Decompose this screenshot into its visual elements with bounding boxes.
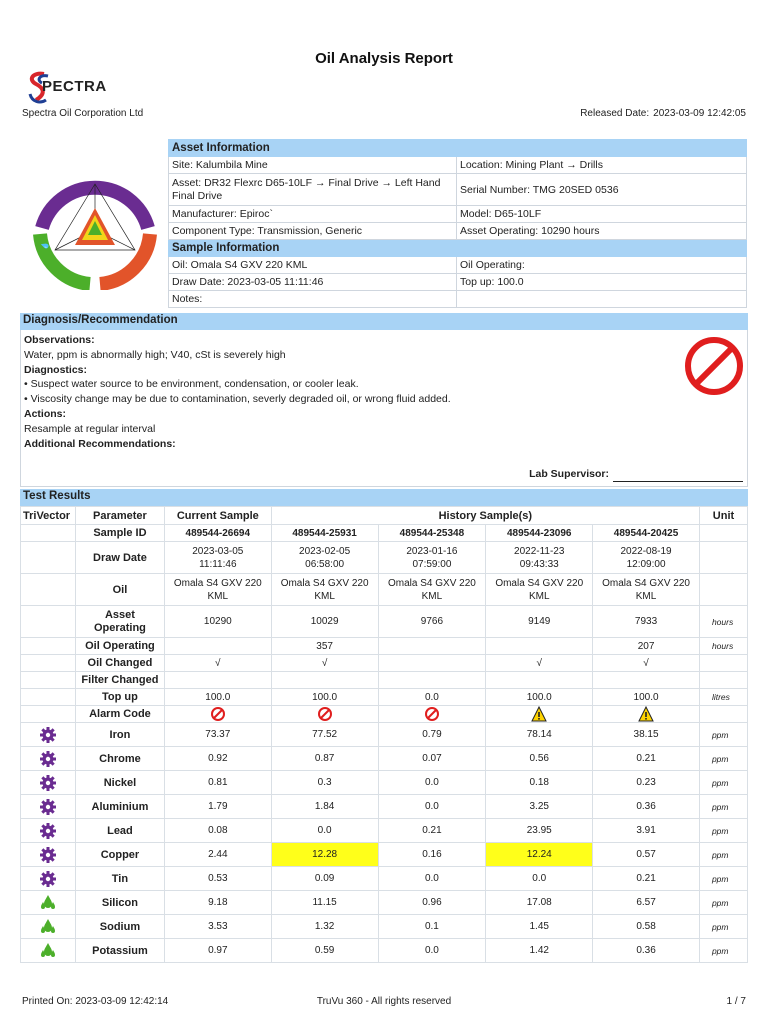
table-row: [21, 689, 748, 706]
unit-cell: ppm: [699, 939, 747, 963]
diagnostics-label: Diagnostics:: [24, 363, 88, 376]
parameter-label: Nickel: [75, 771, 164, 795]
released-date: Released Date: 2023-03-09 12:42:05: [580, 108, 746, 119]
value-cell: 7933: [593, 606, 700, 638]
unit-cell: hours: [699, 606, 747, 638]
value-cell: √: [486, 655, 593, 672]
unit-cell: [699, 525, 747, 542]
unit-cell: ppm: [699, 819, 747, 843]
value-cell: 12.24: [486, 843, 593, 867]
value-cell: 9149: [486, 606, 593, 638]
value-cell: 0.0: [378, 939, 486, 963]
table-row: [21, 574, 748, 606]
sample-top-up: Top up: 100.0: [457, 274, 747, 291]
parameter-label: Chrome: [75, 747, 164, 771]
value-cell: 100.0: [164, 689, 271, 706]
trivector-cell: [21, 723, 76, 747]
unit-cell: ppm: [699, 891, 747, 915]
wear-gear-icon: [39, 750, 57, 768]
value-cell: 1.79: [164, 795, 271, 819]
value-cell: 0.23: [593, 771, 700, 795]
trivector-cell: [21, 915, 76, 939]
value-cell: 12.28: [271, 843, 378, 867]
value-cell: 0.0: [378, 689, 486, 706]
serial-number: Serial Number: TMG 20SED 0536: [457, 174, 747, 206]
trivector-wheel: [22, 150, 168, 290]
value-cell: 0.97: [164, 939, 271, 963]
table-row: [21, 638, 748, 655]
value-cell: 2.44: [164, 843, 271, 867]
trivector-cell: [21, 655, 76, 672]
table-row: [21, 795, 748, 819]
unit-cell: ppm: [699, 795, 747, 819]
sample-oil-operating: Oil Operating:: [457, 257, 747, 274]
value-cell: 100.0: [593, 689, 700, 706]
value-cell: 0.0: [271, 819, 378, 843]
unit-cell: [699, 672, 747, 689]
report-title: Oil Analysis Report: [315, 50, 453, 67]
wear-gear-icon: [39, 846, 57, 864]
critical-alarm-icon: [683, 335, 745, 397]
parameter-label: Alarm Code: [75, 706, 164, 723]
value-cell: Omala S4 GXV 220 KML: [486, 574, 593, 606]
value-cell: 0.92: [164, 747, 271, 771]
value-cell: √: [164, 655, 271, 672]
value-cell: 77.52: [271, 723, 378, 747]
trivector-cell: [21, 606, 76, 638]
trivector-cell: [21, 843, 76, 867]
unit-cell: [699, 706, 747, 723]
parameter-label: Silicon: [75, 891, 164, 915]
wear-gear-icon: [39, 870, 57, 888]
wear-gear-icon: [39, 726, 57, 744]
value-cell: Omala S4 GXV 220 KML: [271, 574, 378, 606]
value-cell: 0.0: [378, 771, 486, 795]
parameter-label: Oil Changed: [75, 655, 164, 672]
trivector-cell: [21, 672, 76, 689]
value-cell: 73.37: [164, 723, 271, 747]
value-cell: 3.53: [164, 915, 271, 939]
table-row: [21, 542, 748, 574]
table-row: [21, 672, 748, 689]
col-history: History Sample(s): [271, 507, 699, 525]
value-cell: 0.16: [378, 843, 486, 867]
lab-supervisor: Lab Supervisor:: [529, 467, 743, 482]
value-cell: 0.36: [593, 939, 700, 963]
value-cell: 489544-25348: [378, 525, 486, 542]
parameter-label: Potassium: [75, 939, 164, 963]
observations-label: Observations:: [24, 334, 95, 346]
col-parameter: Parameter: [75, 507, 164, 525]
diagnosis-header: Diagnosis/Recommendation: [20, 313, 748, 330]
value-cell: [378, 638, 486, 655]
svg-text:💧: 💧: [41, 241, 51, 252]
parameter-label: Oil Operating: [75, 638, 164, 655]
table-row: [21, 771, 748, 795]
value-cell: 2023-03-05 11:11:46: [164, 542, 271, 574]
value-cell: 1.32: [271, 915, 378, 939]
contamination-drops-icon: [39, 918, 57, 936]
parameter-label: Top up: [75, 689, 164, 706]
table-row: [21, 939, 748, 963]
col-current: Current Sample: [164, 507, 271, 525]
col-unit: Unit: [699, 507, 747, 525]
value-cell: 0.07: [378, 747, 486, 771]
parameter-label: Aluminium: [75, 795, 164, 819]
diagnosis-panel: [20, 330, 748, 487]
value-cell: 2023-02-05 06:58:00: [271, 542, 378, 574]
value-cell: [486, 672, 593, 689]
value-cell: 489544-25931: [271, 525, 378, 542]
value-cell: 0.81: [164, 771, 271, 795]
value-cell: 0.58: [593, 915, 700, 939]
value-cell: 78.14: [486, 723, 593, 747]
sample-oil: Oil: Omala S4 GXV 220 KML: [169, 257, 457, 274]
col-trivector: TriVector: [21, 507, 76, 525]
trivector-cell: [21, 795, 76, 819]
value-cell: 17.08: [486, 891, 593, 915]
table-row: [21, 655, 748, 672]
parameter-label: Copper: [75, 843, 164, 867]
value-cell: 23.95: [486, 819, 593, 843]
value-cell: 0.1: [378, 915, 486, 939]
site: Site: Kalumbila Mine: [169, 157, 457, 174]
value-cell: 489544-20425: [593, 525, 700, 542]
critical-alarm-icon: [317, 706, 333, 722]
additional-label: Additional Recommendations:: [24, 437, 176, 450]
value-cell: 1.84: [271, 795, 378, 819]
value-cell: √: [593, 655, 700, 672]
trivector-cell: [21, 747, 76, 771]
sample-info-header: Sample Information: [169, 240, 747, 257]
value-cell: 1.45: [486, 915, 593, 939]
value-cell: 2022-11-23 09:43:33: [486, 542, 593, 574]
rights: TruVu 360 - All rights reserved: [316, 996, 452, 1007]
trivector-cell: [21, 867, 76, 891]
value-cell: 0.21: [593, 867, 700, 891]
value-cell: 3.91: [593, 819, 700, 843]
asset-operating: Asset Operating: 10290 hours: [457, 223, 747, 240]
value-cell: [593, 672, 700, 689]
value-cell: 0.21: [593, 747, 700, 771]
value-cell: 11.15: [271, 891, 378, 915]
critical-alarm-icon: [210, 706, 226, 722]
sample-draw-date: Draw Date: 2023-03-05 11:11:46: [169, 274, 457, 291]
value-cell: [486, 638, 593, 655]
value-cell: 0.0: [378, 867, 486, 891]
alarm-cell: [593, 706, 700, 723]
value-cell: 9766: [378, 606, 486, 638]
table-row: [21, 867, 748, 891]
page-number: 1 / 7: [726, 996, 746, 1007]
parameter-label: Sodium: [75, 915, 164, 939]
company-name: Spectra Oil Corporation Ltd: [22, 108, 144, 119]
sample-notes: Notes:: [169, 291, 457, 308]
value-cell: 9.18: [164, 891, 271, 915]
actions-text: Resample at regular interval: [24, 422, 156, 435]
value-cell: 489544-23096: [486, 525, 593, 542]
unit-cell: ppm: [699, 747, 747, 771]
value-cell: 0.3: [271, 771, 378, 795]
trivector-cell: [21, 638, 76, 655]
value-cell: [271, 672, 378, 689]
parameter-label: Filter Changed: [75, 672, 164, 689]
value-cell: 3.25: [486, 795, 593, 819]
test-results-table: [20, 506, 748, 963]
value-cell: 100.0: [271, 689, 378, 706]
parameter-label: Asset Operating: [75, 606, 164, 638]
unit-cell: litres: [699, 689, 747, 706]
alarm-cell: [164, 706, 271, 723]
value-cell: Omala S4 GXV 220 KML: [164, 574, 271, 606]
value-cell: 489544-26694: [164, 525, 271, 542]
value-cell: 0.53: [164, 867, 271, 891]
value-cell: [164, 672, 271, 689]
parameter-label: Tin: [75, 867, 164, 891]
trivector-cell: [21, 689, 76, 706]
observations-text: Water, ppm is abnormally high; V40, cSt is severely high: [24, 348, 286, 361]
parameter-label: Iron: [75, 723, 164, 747]
manufacturer: Manufacturer: Epiroc`: [169, 206, 457, 223]
table-row: [21, 606, 748, 638]
warning-alarm-icon: [531, 706, 547, 722]
table-row: [21, 525, 748, 542]
asset-sample-table: [168, 139, 747, 308]
asset-info-header: Asset Information: [169, 140, 747, 157]
wear-gear-icon: [39, 774, 57, 792]
alarm-cell: [378, 706, 486, 723]
printed-on: Printed On: 2023-03-09 12:42:14: [22, 996, 169, 1007]
value-cell: 6.57: [593, 891, 700, 915]
parameter-label: Draw Date: [75, 542, 164, 574]
trivector-cell: [21, 891, 76, 915]
value-cell: 207: [593, 638, 700, 655]
wear-gear-icon: [39, 798, 57, 816]
trivector-cell: [21, 574, 76, 606]
wear-gear-icon: [39, 822, 57, 840]
trivector-cell: [21, 525, 76, 542]
value-cell: [378, 655, 486, 672]
value-cell: 0.87: [271, 747, 378, 771]
table-row: [21, 747, 748, 771]
value-cell: [164, 638, 271, 655]
unit-cell: [699, 655, 747, 672]
value-cell: 0.36: [593, 795, 700, 819]
parameter-label: Sample ID: [75, 525, 164, 542]
value-cell: 10029: [271, 606, 378, 638]
asset-name: Asset: DR32 Flexrc D65-10LF → Final Drive → Left Hand Final Drive: [169, 174, 457, 206]
actions-label: Actions:: [24, 407, 66, 420]
value-cell: 0.0: [378, 795, 486, 819]
trivector-cell: [21, 706, 76, 723]
trivector-cell: [21, 771, 76, 795]
table-row: [21, 915, 748, 939]
trivector-cell: [21, 939, 76, 963]
trivector-cell: [21, 819, 76, 843]
alarm-cell: [271, 706, 378, 723]
diagnostic-1: • Suspect water source to be environment, condensation, or cooler leak.: [24, 378, 359, 391]
value-cell: 0.57: [593, 843, 700, 867]
critical-alarm-icon: [424, 706, 440, 722]
table-row: [21, 819, 748, 843]
location: Location: Mining Plant → Drills: [457, 157, 747, 174]
value-cell: 0.96: [378, 891, 486, 915]
table-row: [21, 723, 748, 747]
value-cell: 0.56: [486, 747, 593, 771]
unit-cell: ppm: [699, 915, 747, 939]
value-cell: 1.42: [486, 939, 593, 963]
value-cell: 38.15: [593, 723, 700, 747]
value-cell: 0.08: [164, 819, 271, 843]
unit-cell: [699, 542, 747, 574]
value-cell: 2022-08-19 12:09:00: [593, 542, 700, 574]
unit-cell: ppm: [699, 771, 747, 795]
model: Model: D65-10LF: [457, 206, 747, 223]
table-row: [21, 891, 748, 915]
spectra-logo: PECTRA: [22, 70, 142, 106]
value-cell: 0.59: [271, 939, 378, 963]
test-results-header: Test Results: [20, 489, 748, 506]
alarm-cell: [486, 706, 593, 723]
value-cell: [378, 672, 486, 689]
unit-cell: ppm: [699, 867, 747, 891]
value-cell: 0.18: [486, 771, 593, 795]
contamination-drops-icon: [39, 894, 57, 912]
value-cell: 0.09: [271, 867, 378, 891]
value-cell: 2023-01-16 07:59:00: [378, 542, 486, 574]
unit-cell: ppm: [699, 723, 747, 747]
value-cell: 0.79: [378, 723, 486, 747]
parameter-label: Lead: [75, 819, 164, 843]
diagnostic-2: • Viscosity change may be due to contamination, severly degraded oil, or wrong fluid added.: [24, 393, 451, 406]
value-cell: √: [271, 655, 378, 672]
value-cell: 0.0: [486, 867, 593, 891]
unit-cell: [699, 574, 747, 606]
value-cell: Omala S4 GXV 220 KML: [593, 574, 700, 606]
value-cell: 357: [271, 638, 378, 655]
contamination-drops-icon: [39, 942, 57, 960]
table-row: [21, 843, 748, 867]
component-type: Component Type: Transmission, Generic: [169, 223, 457, 240]
unit-cell: ppm: [699, 843, 747, 867]
warning-alarm-icon: [638, 706, 654, 722]
value-cell: 10290: [164, 606, 271, 638]
value-cell: 0.21: [378, 819, 486, 843]
unit-cell: hours: [699, 638, 747, 655]
table-row: [21, 706, 748, 723]
parameter-label: Oil: [75, 574, 164, 606]
value-cell: 100.0: [486, 689, 593, 706]
trivector-cell: [21, 542, 76, 574]
value-cell: Omala S4 GXV 220 KML: [378, 574, 486, 606]
svg-text:Wear: Wear: [85, 163, 105, 172]
